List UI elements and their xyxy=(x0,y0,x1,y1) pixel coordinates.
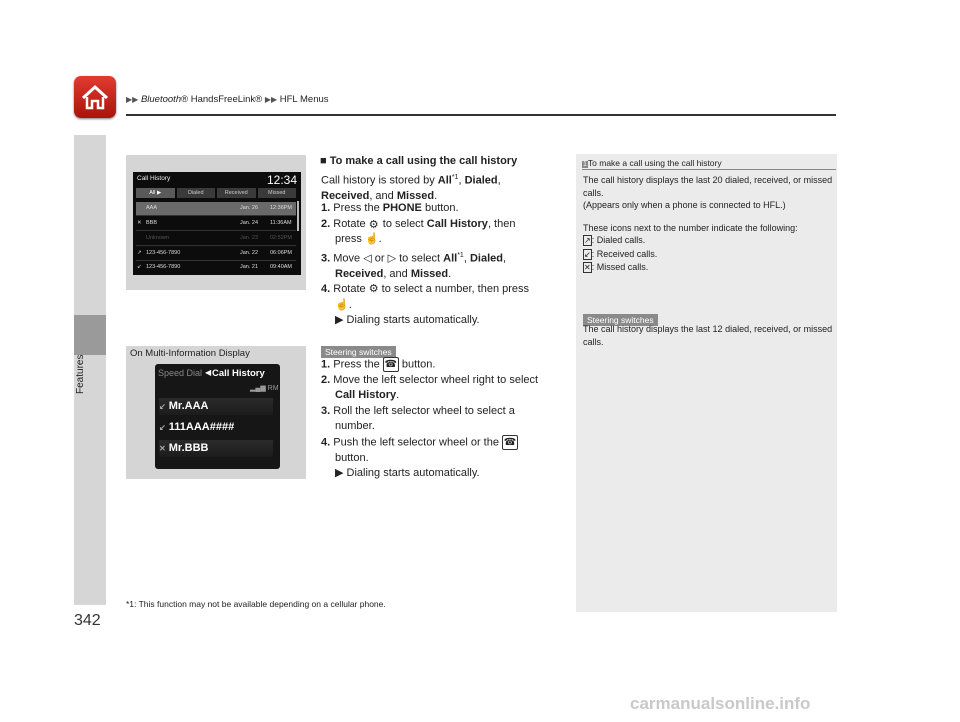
page-number: 342 xyxy=(74,612,101,629)
screen-tabs xyxy=(136,188,296,198)
breadcrumb-hfl[interactable]: HandsFreeLink® xyxy=(188,94,263,105)
knob-icon: ⚙ xyxy=(368,219,379,232)
tab-dialed[interactable]: Dialed xyxy=(177,188,216,198)
chevron-left-icon: ◀ xyxy=(205,368,212,377)
screen-title: Call History xyxy=(137,175,171,182)
breadcrumb-arrow-icon: ▶▶ xyxy=(126,95,139,104)
watermark: carmanualsonline.info xyxy=(630,694,811,713)
mid-row[interactable]: ✕ Mr.BBB xyxy=(159,440,273,457)
tab-received[interactable]: Received xyxy=(217,188,256,198)
step-list: 1. Press the PHONE button. 2. Rotate ⚙ to select Call History, then press ☝. 3. Move ◁ or ▷ to select All$^{*1}$, Dialed, Received, and Missed. 4. Rotate ⚙ to select a number, then press ☝. ▶ Dialing starts automatically. xyxy=(321,202,530,327)
received-call-icon: ↙ xyxy=(137,264,142,270)
missed-call-icon: ✕ xyxy=(584,263,591,272)
side-tab-active[interactable] xyxy=(74,315,106,355)
panel-rule xyxy=(582,169,836,170)
tab-all[interactable]: All ▶ xyxy=(136,188,175,198)
received-call-icon: ↙ xyxy=(584,249,591,259)
home-button[interactable] xyxy=(74,76,116,118)
phone-button-icon: ☎ xyxy=(384,359,398,370)
side-tab-top xyxy=(74,135,106,315)
move-right-icon: ▷ xyxy=(387,252,397,265)
list-item[interactable]: ↙ 123-456-7890 Jan. 21 09:40AM xyxy=(137,264,293,270)
section-intro: Call history is stored by All$^{*1}$, Dialed, Received, and Missed. xyxy=(321,174,501,203)
header-rule xyxy=(126,114,836,116)
breadcrumb xyxy=(126,94,329,105)
dialed-call-icon: ↗ xyxy=(584,236,591,245)
move-left-icon: ◁ xyxy=(363,252,372,265)
result-arrow-icon: ▶ xyxy=(335,314,344,327)
mid-call-history: Call History xyxy=(212,368,265,379)
signal-icon: ▂▄▆ RM xyxy=(250,385,279,392)
section-title: ■ To make a call using the call history xyxy=(320,155,518,167)
steering-steps: 1. Press the ☎ button. 2. Move the left selector wheel right to select Call History. 3. Roll the left selector wheel to select a number. 4. Push the left selector wheel or the ☎ button. ▶ Dialing starts automatically. xyxy=(321,358,539,480)
breadcrumb-hfl-menus[interactable]: HFL Menus xyxy=(279,94,329,105)
breadcrumb-reg: ® xyxy=(181,94,189,105)
panel-steering-badge: Steering switches xyxy=(583,310,658,328)
screen-clock: 12:34 xyxy=(266,173,297,187)
breadcrumb-bluetooth[interactable]: Bluetooth xyxy=(140,94,182,105)
result-arrow-icon: ▶ xyxy=(335,467,344,480)
screen-scrollbar[interactable] xyxy=(297,201,299,231)
square-bullet-icon: ■ xyxy=(320,155,327,167)
dialed-call-icon: ↗ xyxy=(137,250,142,256)
press-knob-icon: ☝ xyxy=(335,298,349,311)
mid-speed-dial: Speed Dial xyxy=(158,368,203,378)
knob-icon: ⚙ xyxy=(368,283,379,296)
mid-caption: On Multi-Information Display xyxy=(130,348,250,359)
phone-button-icon: ☎ xyxy=(503,436,517,448)
list-item[interactable]: AAA Jan. 26 12:36PM xyxy=(136,202,296,216)
panel-heading: 1To make a call using the call history xyxy=(583,158,722,168)
panel-text-2: The call history displays the last 12 dialed, received, or missed calls. xyxy=(583,324,833,347)
missed-call-icon: ✕ xyxy=(137,220,142,226)
breadcrumb-arrow-icon: ▶▶ xyxy=(264,95,278,104)
mid-screen xyxy=(155,364,280,469)
list-item[interactable]: Unknown Jan. 23 02:52PM xyxy=(136,232,296,246)
list-item[interactable]: ↗ 123-456-7890 Jan. 22 06:06PM xyxy=(136,247,296,261)
panel-text: The call history displays the last 20 dialed, received, or missed calls. (Appears only when a phone is connected to HFL.) These icons next to the number indicate the following: ↗: Dialed calls. ↙: Received calls. ✕: Missed calls. xyxy=(583,175,833,272)
side-label: Features xyxy=(75,354,86,394)
mid-row[interactable]: ↙ 111AAA#### xyxy=(159,421,235,433)
steering-switches-badge: Steering switches xyxy=(321,342,396,360)
tab-missed[interactable]: Missed xyxy=(258,188,297,198)
footnote: *1: This function may not be available depending on a cellular phone. xyxy=(126,599,386,609)
home-icon xyxy=(74,76,116,118)
call-history-screen xyxy=(133,172,301,275)
mid-row[interactable]: ↙ Mr.AAA xyxy=(159,398,273,415)
list-item[interactable]: ✕ BBB Jan. 24 11:36AM xyxy=(136,217,296,231)
press-knob-icon: ☝ xyxy=(364,233,379,245)
